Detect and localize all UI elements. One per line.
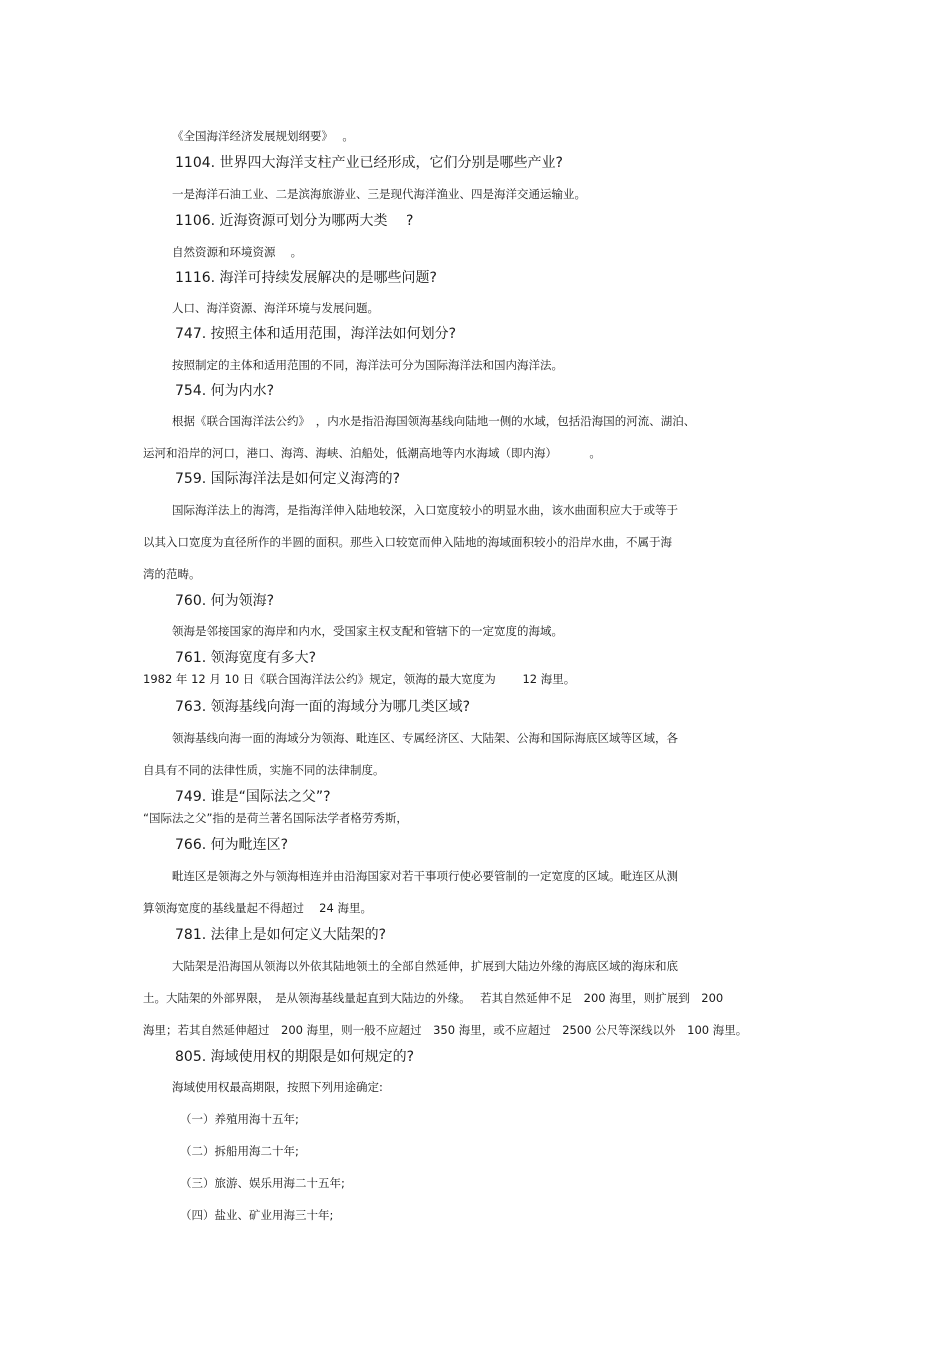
- answer-text: 运河和沿岸的河口，港口、海湾、海峡、泊船处，低潮高地等内水海域（即内海） 。: [143, 446, 601, 460]
- answer-text: 海里；若其自然延伸超过 200 海里，则一般不应超过 350 海里，或不应超过 2500 公尺等深线以外 100 海里。: [143, 1023, 748, 1037]
- answer-text: 自具有不同的法律性质，实施不同的法律制度。: [143, 763, 385, 777]
- question-heading: 749. 谁是“国际法之父”?: [175, 789, 331, 805]
- answer-text: 土。大陆架的外部界限， 是从领海基线量起直到大陆边的外缘。 若其自然延伸不足 200 海里，则扩展到 200: [143, 991, 724, 1005]
- answer-text: 根据《联合国海洋法公约》 ，内水是指沿海国领海基线向陆地一侧的水域，包括沿海国的河流、湖泊、: [172, 414, 696, 428]
- question-heading: 1116. 海洋可持续发展解决的是哪些问题?: [175, 270, 437, 286]
- question-heading: 1104. 世界四大海洋支柱产业已经形成，它们分别是哪些产业?: [175, 155, 563, 171]
- answer-text: 领海基线向海一面的海域分为领海、毗连区、专属经济区、大陆架、公海和国际海底区域等区域，各: [172, 731, 678, 745]
- question-heading: 754. 何为内水?: [175, 383, 275, 399]
- question-heading: 805. 海域使用权的期限是如何规定的?: [175, 1049, 415, 1065]
- answer-text: 国际海洋法上的海湾，是指海洋伸入陆地较深，入口宽度较小的明显水曲，该水曲面积应大于或等于: [172, 503, 678, 517]
- answer-text: 一是海洋石油工业、二是滨海旅游业、三是现代海洋渔业、四是海洋交通运输业。: [172, 187, 586, 201]
- question-heading: 761. 领海宽度有多大?: [175, 650, 317, 666]
- answer-text: 按照制定的主体和适用范围的不同，海洋法可分为国际海洋法和国内海洋法。: [172, 358, 563, 372]
- question-heading: 766. 何为毗连区?: [175, 837, 289, 853]
- list-item: （一）养殖用海十五年;: [180, 1112, 299, 1126]
- answer-text: 毗连区是领海之外与领海相连并由沿海国家对若干事项行使必要管制的一定宽度的区域。毗连区从测: [172, 869, 678, 883]
- list-item: （三）旅游、娱乐用海二十五年;: [180, 1176, 345, 1190]
- answer-text: 领海是邻接国家的海岸和内水，受国家主权支配和管辖下的一定宽度的海域。: [172, 624, 563, 638]
- answer-text: 以其入口宽度为直径所作的半圆的面积。那些入口较宽而伸入陆地的海域面积较小的沿岸水曲，不属于海: [143, 535, 672, 549]
- answer-text: 自然资源和环境资源 。: [172, 245, 303, 259]
- list-item: （二）拆船用海二十年;: [180, 1144, 299, 1158]
- list-item: （四）盐业、矿业用海三十年;: [180, 1208, 334, 1222]
- answer-text: “国际法之父”指的是荷兰著名国际法学者格劳秀斯，: [143, 811, 408, 825]
- answer-text: 湾的范畴。: [143, 567, 201, 581]
- answer-text: 《全国海洋经济发展规划纲要》 。: [172, 129, 354, 143]
- answer-text: 1982 年 12 月 10 日《联合国海洋法公约》规定，领海的最大宽度为 12 海里。: [143, 672, 576, 686]
- answer-text: 算领海宽度的基线量起不得超过 24 海里。: [143, 901, 372, 915]
- answer-text: 海域使用权最高期限，按照下列用途确定:: [172, 1080, 383, 1094]
- question-heading: 760. 何为领海?: [175, 593, 275, 609]
- question-heading: 1106. 近海资源可划分为哪两大类 ?: [175, 213, 414, 229]
- answer-text: 大陆架是沿海国从领海以外依其陆地领土的全部自然延伸，扩展到大陆边外缘的海底区域的海床和底: [172, 959, 678, 973]
- question-heading: 781. 法律上是如何定义大陆架的?: [175, 927, 387, 943]
- answer-text: 人口、海洋资源、海洋环境与发展问题。: [172, 301, 379, 315]
- question-heading: 759. 国际海洋法是如何定义海湾的?: [175, 471, 401, 487]
- question-heading: 747. 按照主体和适用范围，海洋法如何划分?: [175, 326, 457, 342]
- question-heading: 763. 领海基线向海一面的海域分为哪几类区域?: [175, 699, 471, 715]
